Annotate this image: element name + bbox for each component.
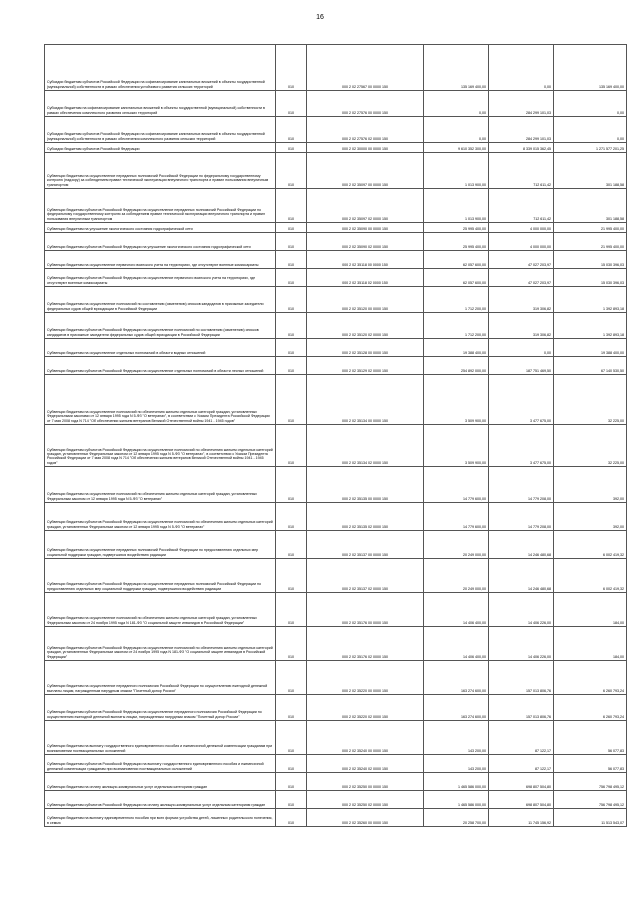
table-row bbox=[45, 91, 627, 117]
row-kbk-cell: 000 2 02 35176 02 0000 150 bbox=[307, 627, 424, 661]
row-name-cell: Субвенции бюджетам субъектов Российской Федерации на оплату жилищно-коммунальных услуг отдельным категориям граждан bbox=[45, 791, 276, 809]
row-approved-cell: 1 465 586 000,00 bbox=[424, 773, 489, 791]
row-kbk-cell: 000 2 02 35240 00 0000 150 bbox=[307, 721, 424, 755]
row-approved-cell: 135 169 400,00 bbox=[424, 45, 489, 91]
row-approved-cell: 25 995 400,00 bbox=[424, 223, 489, 233]
row-name-cell: Субвенции бюджетам на осуществление переданных полномочий Российской Федерации по предоставлению отдельных мер социальной поддержки граждан, подвергшихся воздействию радиации bbox=[45, 531, 276, 559]
row-code-cell: 010 bbox=[276, 755, 307, 773]
row-executed-cell: 157 013 806,76 bbox=[489, 695, 554, 721]
row-code-cell: 010 bbox=[276, 91, 307, 117]
table-body bbox=[45, 45, 627, 827]
row-code-cell: 010 bbox=[276, 425, 307, 467]
row-kbk-cell: 000 2 02 35250 02 0000 150 bbox=[307, 791, 424, 809]
row-kbk-cell: 000 2 02 35120 02 0000 150 bbox=[307, 313, 424, 339]
table-row bbox=[45, 153, 627, 189]
row-kbk-cell: 000 2 02 35120 00 0000 150 bbox=[307, 287, 424, 313]
row-executed-cell: 8 339 015 362,45 bbox=[489, 143, 554, 153]
row-name-cell: Субсидии бюджетам на софинансирование капитальных вложений в объекты государственной (муниципальной) собственности в рамках обеспечения комплексного развития сельских территорий bbox=[45, 91, 276, 117]
table-row bbox=[45, 357, 627, 375]
row-name-cell: Субвенции бюджетам на осуществление полномочий по обеспечению жильем отдельных категорий граждан, установленных Федеральным законом от 12 января 1995 года N 5-ФЗ "О ветеранах" bbox=[45, 467, 276, 503]
table-row bbox=[45, 339, 627, 357]
row-code-cell: 010 bbox=[276, 233, 307, 251]
row-name-cell: Субсидии бюджетам субъектов Российской Федерации bbox=[45, 143, 276, 153]
row-code-cell: 010 bbox=[276, 531, 307, 559]
row-name-cell: Субвенции бюджетам на осуществление отдельных полномочий в области водных отношений bbox=[45, 339, 276, 357]
row-code-cell: 010 bbox=[276, 117, 307, 143]
row-executed-cell: 319 306,82 bbox=[489, 287, 554, 313]
row-remainder-cell: 6 002 419,32 bbox=[554, 559, 627, 593]
row-remainder-cell: 56 077,83 bbox=[554, 755, 627, 773]
row-executed-cell: 698 807 504,80 bbox=[489, 791, 554, 809]
row-kbk-cell: 000 2 02 35134 00 0000 150 bbox=[307, 375, 424, 425]
row-executed-cell: 14 406 226,00 bbox=[489, 627, 554, 661]
row-kbk-cell: 000 2 02 35090 02 0000 150 bbox=[307, 233, 424, 251]
row-kbk-cell: 000 2 02 35135 00 0000 150 bbox=[307, 467, 424, 503]
row-executed-cell: 157 013 806,76 bbox=[489, 661, 554, 695]
row-remainder-cell: 21 995 400,00 bbox=[554, 223, 627, 233]
row-code-cell: 010 bbox=[276, 773, 307, 791]
table-row bbox=[45, 559, 627, 593]
row-approved-cell: 0,00 bbox=[424, 91, 489, 117]
row-executed-cell: 319 306,82 bbox=[489, 313, 554, 339]
row-kbk-cell: 000 2 02 27576 02 0000 150 bbox=[307, 117, 424, 143]
row-code-cell: 010 bbox=[276, 269, 307, 287]
table-row bbox=[45, 189, 627, 223]
row-code-cell: 010 bbox=[276, 721, 307, 755]
row-remainder-cell: 392,00 bbox=[554, 467, 627, 503]
row-code-cell: 010 bbox=[276, 339, 307, 357]
row-name-cell: Субвенции бюджетам на осуществление первичного воинского учета на территориях, где отсутствуют военные комиссариаты bbox=[45, 251, 276, 269]
row-executed-cell: 284 299 101,03 bbox=[489, 91, 554, 117]
table-row bbox=[45, 269, 627, 287]
row-kbk-cell: 000 2 02 35240 02 0000 150 bbox=[307, 755, 424, 773]
row-approved-cell: 14 406 400,00 bbox=[424, 593, 489, 627]
row-remainder-cell: 15 030 396,03 bbox=[554, 251, 627, 269]
page-number: 16 bbox=[316, 14, 324, 21]
row-code-cell: 010 bbox=[276, 627, 307, 661]
row-approved-cell: 163 274 600,00 bbox=[424, 695, 489, 721]
row-approved-cell: 19 388 400,00 bbox=[424, 339, 489, 357]
table-row bbox=[45, 313, 627, 339]
row-code-cell: 010 bbox=[276, 143, 307, 153]
row-remainder-cell: 756 798 495,12 bbox=[554, 773, 627, 791]
row-code-cell: 010 bbox=[276, 313, 307, 339]
row-kbk-cell: 000 2 02 35260 00 0000 150 bbox=[307, 809, 424, 827]
row-approved-cell: 62 057 600,00 bbox=[424, 269, 489, 287]
row-remainder-cell: 301 188,58 bbox=[554, 189, 627, 223]
row-kbk-cell: 000 2 02 35090 00 0000 150 bbox=[307, 223, 424, 233]
row-approved-cell: 14 779 600,00 bbox=[424, 503, 489, 531]
row-remainder-cell: 32 225,00 bbox=[554, 375, 627, 425]
row-name-cell: Субвенции бюджетам на осуществление переданных полномочий Российской Федерации по федеральному государственному контролю (надзору) за соблюдением правил технической эксплуатации внеуличного транспорта и правил пользования внеуличным транспортом bbox=[45, 153, 276, 189]
table-row bbox=[45, 695, 627, 721]
row-kbk-cell: 000 2 02 35220 02 0000 150 bbox=[307, 695, 424, 721]
row-approved-cell: 14 779 600,00 bbox=[424, 467, 489, 503]
row-name-cell: Субвенции бюджетам субъектов Российской Федерации на осуществление переданных полномочий Российской Федерации по федеральному государственному контролю за соблюдением правил технической эксплуатации внеуличного транспорта и правил пользования внеуличным транспортом bbox=[45, 189, 276, 223]
row-code-cell: 010 bbox=[276, 695, 307, 721]
row-kbk-cell: 000 2 02 30000 00 0000 150 bbox=[307, 143, 424, 153]
row-kbk-cell: 000 2 02 35250 00 0000 150 bbox=[307, 773, 424, 791]
table-row bbox=[45, 45, 627, 91]
row-name-cell: Субвенции бюджетам субъектов Российской Федерации на осуществление полномочий по обеспечению жильем отдельных категорий граждан, установленных Федеральным законом от 12 января 1995 года N 5-ФЗ "О ветеранах" bbox=[45, 503, 276, 531]
row-approved-cell: 1 712 200,00 bbox=[424, 313, 489, 339]
table-row bbox=[45, 809, 627, 827]
row-name-cell: Субвенции бюджетам на оплату жилищно-коммунальных услуг отдельным категориям граждан bbox=[45, 773, 276, 791]
table-row bbox=[45, 287, 627, 313]
row-kbk-cell: 000 2 02 35137 00 0000 150 bbox=[307, 531, 424, 559]
row-kbk-cell: 000 2 02 35097 02 0000 150 bbox=[307, 189, 424, 223]
row-executed-cell: 4 000 000,00 bbox=[489, 233, 554, 251]
row-executed-cell: 0,00 bbox=[489, 45, 554, 91]
row-name-cell: Субвенции бюджетам субъектов Российской Федерации на осуществление переданных полномочий Российской Федерации по предоставлению отдельных мер социальной поддержки граждан, подвергшихся воздействию радиации bbox=[45, 559, 276, 593]
row-name-cell: Субвенции бюджетам на улучшение экологического состояния гидрографической сети bbox=[45, 223, 276, 233]
row-code-cell: 010 bbox=[276, 809, 307, 827]
row-remainder-cell: 6 002 419,32 bbox=[554, 531, 627, 559]
row-code-cell: 010 bbox=[276, 593, 307, 627]
table-row bbox=[45, 223, 627, 233]
row-name-cell: Субвенции бюджетам на осуществление полномочий по обеспечению жильем отдельных категорий граждан, установленных Федеральными законами от 12 января 1995 года N 5-ФЗ "О ветеранах", в соответствии с Указом Президента Российской Федерации от 7 мая 2008 года N 714 "Об обеспечении жильем ветеранов Великой Отечественной войны 1941 - 1945 годов" bbox=[45, 375, 276, 425]
table-row bbox=[45, 467, 627, 503]
row-name-cell: Субвенции бюджетам субъектов Российской Федерации на осуществление переданного полномочия Российской Федерации по осуществлению ежегодной денежной выплаты лицам, награжденным нагрудным знаком "Почетный донор России" bbox=[45, 695, 276, 721]
row-approved-cell: 0,00 bbox=[424, 117, 489, 143]
row-code-cell: 010 bbox=[276, 467, 307, 503]
row-remainder-cell: 6 260 793,24 bbox=[554, 695, 627, 721]
row-approved-cell: 254 892 000,00 bbox=[424, 357, 489, 375]
row-kbk-cell: 000 2 02 35137 02 0000 150 bbox=[307, 559, 424, 593]
row-code-cell: 010 bbox=[276, 45, 307, 91]
row-executed-cell: 14 246 480,68 bbox=[489, 531, 554, 559]
row-remainder-cell: 1 271 577 201,25 bbox=[554, 143, 627, 153]
table-row bbox=[45, 503, 627, 531]
row-code-cell: 010 bbox=[276, 375, 307, 425]
row-kbk-cell: 000 2 02 27567 00 0000 150 bbox=[307, 45, 424, 91]
table-row bbox=[45, 251, 627, 269]
row-code-cell: 010 bbox=[276, 661, 307, 695]
row-name-cell: Субвенции бюджетам субъектов Российской Федерации на выплату государственного единовременного пособия и ежемесячной денежной компенсации гражданам при возникновении поствакцинальных осложнений bbox=[45, 755, 276, 773]
row-code-cell: 010 bbox=[276, 357, 307, 375]
row-remainder-cell: 15 030 396,03 bbox=[554, 269, 627, 287]
table-row bbox=[45, 375, 627, 425]
row-executed-cell: 87 122,17 bbox=[489, 755, 554, 773]
row-executed-cell: 11 745 156,92 bbox=[489, 809, 554, 827]
row-approved-cell: 3 509 900,00 bbox=[424, 425, 489, 467]
row-remainder-cell: 67 140 530,50 bbox=[554, 357, 627, 375]
row-remainder-cell: 0,00 bbox=[554, 117, 627, 143]
row-executed-cell: 712 611,42 bbox=[489, 189, 554, 223]
budget-execution-table bbox=[44, 44, 627, 827]
row-approved-cell: 20 249 000,00 bbox=[424, 531, 489, 559]
row-code-cell: 010 bbox=[276, 189, 307, 223]
row-approved-cell: 20 249 000,00 bbox=[424, 559, 489, 593]
row-kbk-cell: 000 2 02 35097 00 0000 150 bbox=[307, 153, 424, 189]
row-remainder-cell: 6 260 793,24 bbox=[554, 661, 627, 695]
row-executed-cell: 3 477 675,00 bbox=[489, 425, 554, 467]
row-kbk-cell: 000 2 02 35118 02 0000 150 bbox=[307, 269, 424, 287]
row-executed-cell: 4 000 000,00 bbox=[489, 223, 554, 233]
table-row bbox=[45, 661, 627, 695]
table-row bbox=[45, 143, 627, 153]
row-remainder-cell: 0,00 bbox=[554, 91, 627, 117]
row-executed-cell: 712 611,42 bbox=[489, 153, 554, 189]
row-name-cell: Субвенции бюджетам на осуществление переданного полномочия Российской Федерации по осуществлению ежегодной денежной выплаты лицам, награжденным нагрудным знаком "Почетный донор России" bbox=[45, 661, 276, 695]
row-executed-cell: 0,00 bbox=[489, 339, 554, 357]
table-row bbox=[45, 233, 627, 251]
row-remainder-cell: 1 392 893,18 bbox=[554, 287, 627, 313]
row-executed-cell: 14 406 226,00 bbox=[489, 593, 554, 627]
row-kbk-cell: 000 2 02 35220 00 0000 150 bbox=[307, 661, 424, 695]
row-kbk-cell: 000 2 02 27576 00 0000 150 bbox=[307, 91, 424, 117]
row-code-cell: 010 bbox=[276, 223, 307, 233]
row-kbk-cell: 000 2 02 35128 00 0000 150 bbox=[307, 339, 424, 357]
row-name-cell: Субвенции бюджетам субъектов Российской Федерации на осуществление полномочий по обеспечению жильем отдельных категорий граждан, установленных Федеральным законом от 24 ноября 1995 года N 181-ФЗ "О социальной защите инвалидов в Российской Федерации" bbox=[45, 627, 276, 661]
row-code-cell: 010 bbox=[276, 791, 307, 809]
row-approved-cell: 62 057 600,00 bbox=[424, 251, 489, 269]
row-remainder-cell: 184,00 bbox=[554, 627, 627, 661]
row-kbk-cell: 000 2 02 35118 00 0000 150 bbox=[307, 251, 424, 269]
row-name-cell: Субвенции бюджетам на осуществление полномочий по обеспечению жильем отдельных категорий граждан, установленных Федеральным законом от 24 ноября 1995 года N 181-ФЗ "О социальной защите инвалидов в Российской Федерации" bbox=[45, 593, 276, 627]
row-remainder-cell: 56 077,83 bbox=[554, 721, 627, 755]
row-remainder-cell: 756 798 495,12 bbox=[554, 791, 627, 809]
row-executed-cell: 47 027 203,97 bbox=[489, 269, 554, 287]
row-approved-cell: 14 406 400,00 bbox=[424, 627, 489, 661]
row-executed-cell: 14 779 208,00 bbox=[489, 503, 554, 531]
row-name-cell: Субвенции бюджетам на выплату единовременного пособия при всех формах устройства детей, лишенных родительского попечения, в семью bbox=[45, 809, 276, 827]
row-approved-cell: 1 013 900,00 bbox=[424, 189, 489, 223]
row-code-cell: 010 bbox=[276, 153, 307, 189]
table-row bbox=[45, 721, 627, 755]
row-remainder-cell: 11 513 543,07 bbox=[554, 809, 627, 827]
row-kbk-cell: 000 2 02 35129 02 0000 150 bbox=[307, 357, 424, 375]
row-executed-cell: 47 027 203,97 bbox=[489, 251, 554, 269]
row-name-cell: Субвенции бюджетам субъектов Российской Федерации на осуществление полномочий по обеспечению жильем отдельных категорий граждан, установленных Федеральным законом от 12 января 1995 года N 5-ФЗ "О ветеранах", в соответствии с Указом Президента Российской Федерации от 7 мая 2008 года N 714 "Об обеспечении жильем ветеранов Великой Отечественной войны 1941 - 1945 годов" bbox=[45, 425, 276, 467]
row-approved-cell: 1 013 900,00 bbox=[424, 153, 489, 189]
table-row bbox=[45, 755, 627, 773]
row-approved-cell: 3 509 900,00 bbox=[424, 375, 489, 425]
row-name-cell: Субвенции бюджетам субъектов Российской Федерации на осуществление полномочий по составлению (изменению) списков кандидатов в присяжные заседатели федеральных судов общей юрисдикции в Российской Федерации bbox=[45, 313, 276, 339]
row-kbk-cell: 000 2 02 35135 02 0000 150 bbox=[307, 503, 424, 531]
table-row bbox=[45, 531, 627, 559]
row-name-cell: Субсидии бюджетам субъектов Российской Федерации на софинансирование капитальных вложений в объекты государственной (муниципальной) собственности в рамках обеспечения комплексного развития сельских территорий bbox=[45, 117, 276, 143]
row-executed-cell: 3 477 675,00 bbox=[489, 375, 554, 425]
table-row bbox=[45, 791, 627, 809]
row-remainder-cell: 301 188,58 bbox=[554, 153, 627, 189]
row-approved-cell: 143 200,00 bbox=[424, 721, 489, 755]
row-approved-cell: 163 274 600,00 bbox=[424, 661, 489, 695]
row-approved-cell: 20 258 700,00 bbox=[424, 809, 489, 827]
row-code-cell: 010 bbox=[276, 287, 307, 313]
row-executed-cell: 14 779 208,00 bbox=[489, 467, 554, 503]
table-row bbox=[45, 117, 627, 143]
table-row bbox=[45, 773, 627, 791]
row-name-cell: Субвенции бюджетам на выплату государственного единовременного пособия и ежемесячной денежной компенсации гражданам при возникновении поствакцинальных осложнений bbox=[45, 721, 276, 755]
row-remainder-cell: 184,00 bbox=[554, 593, 627, 627]
row-code-cell: 010 bbox=[276, 251, 307, 269]
row-code-cell: 010 bbox=[276, 503, 307, 531]
row-remainder-cell: 1 392 893,18 bbox=[554, 313, 627, 339]
table-row bbox=[45, 593, 627, 627]
row-kbk-cell: 000 2 02 35176 00 0000 150 bbox=[307, 593, 424, 627]
row-executed-cell: 284 299 101,03 bbox=[489, 117, 554, 143]
row-remainder-cell: 32 225,00 bbox=[554, 425, 627, 467]
row-name-cell: Субвенции бюджетам субъектов Российской Федерации на улучшение экологического состояния гидрографической сети bbox=[45, 233, 276, 251]
row-approved-cell: 9 610 352 300,00 bbox=[424, 143, 489, 153]
row-name-cell: Субвенции бюджетам субъектов Российской Федерации на осуществление отдельных полномочий в области лесных отношений bbox=[45, 357, 276, 375]
row-executed-cell: 698 807 504,80 bbox=[489, 773, 554, 791]
row-executed-cell: 87 122,17 bbox=[489, 721, 554, 755]
row-name-cell: Субвенции бюджетам на осуществление полномочий по составлению (изменению) списков кандидатов в присяжные заседатели федеральных судов общей юрисдикции в Российской Федерации bbox=[45, 287, 276, 313]
row-executed-cell: 14 246 480,68 bbox=[489, 559, 554, 593]
row-executed-cell: 187 751 469,50 bbox=[489, 357, 554, 375]
row-code-cell: 010 bbox=[276, 559, 307, 593]
row-remainder-cell: 135 169 400,00 bbox=[554, 45, 627, 91]
row-approved-cell: 1 712 200,00 bbox=[424, 287, 489, 313]
table-row bbox=[45, 627, 627, 661]
row-name-cell: Субсидии бюджетам субъектов Российской Федерации на софинансирование капитальных вложений в объекты государственной (муниципальной) собственности в рамках обеспечения устойчивого развития сельских территорий bbox=[45, 45, 276, 91]
row-remainder-cell: 392,00 bbox=[554, 503, 627, 531]
row-name-cell: Субвенции бюджетам субъектов Российской Федерации на осуществление первичного воинского учета на территориях, где отсутствуют военные комиссариаты bbox=[45, 269, 276, 287]
row-approved-cell: 1 465 586 000,00 bbox=[424, 791, 489, 809]
row-remainder-cell: 19 388 400,00 bbox=[554, 339, 627, 357]
table-row bbox=[45, 425, 627, 467]
row-approved-cell: 143 200,00 bbox=[424, 755, 489, 773]
row-kbk-cell: 000 2 02 35134 02 0000 150 bbox=[307, 425, 424, 467]
row-approved-cell: 25 995 400,00 bbox=[424, 233, 489, 251]
row-remainder-cell: 21 995 400,00 bbox=[554, 233, 627, 251]
